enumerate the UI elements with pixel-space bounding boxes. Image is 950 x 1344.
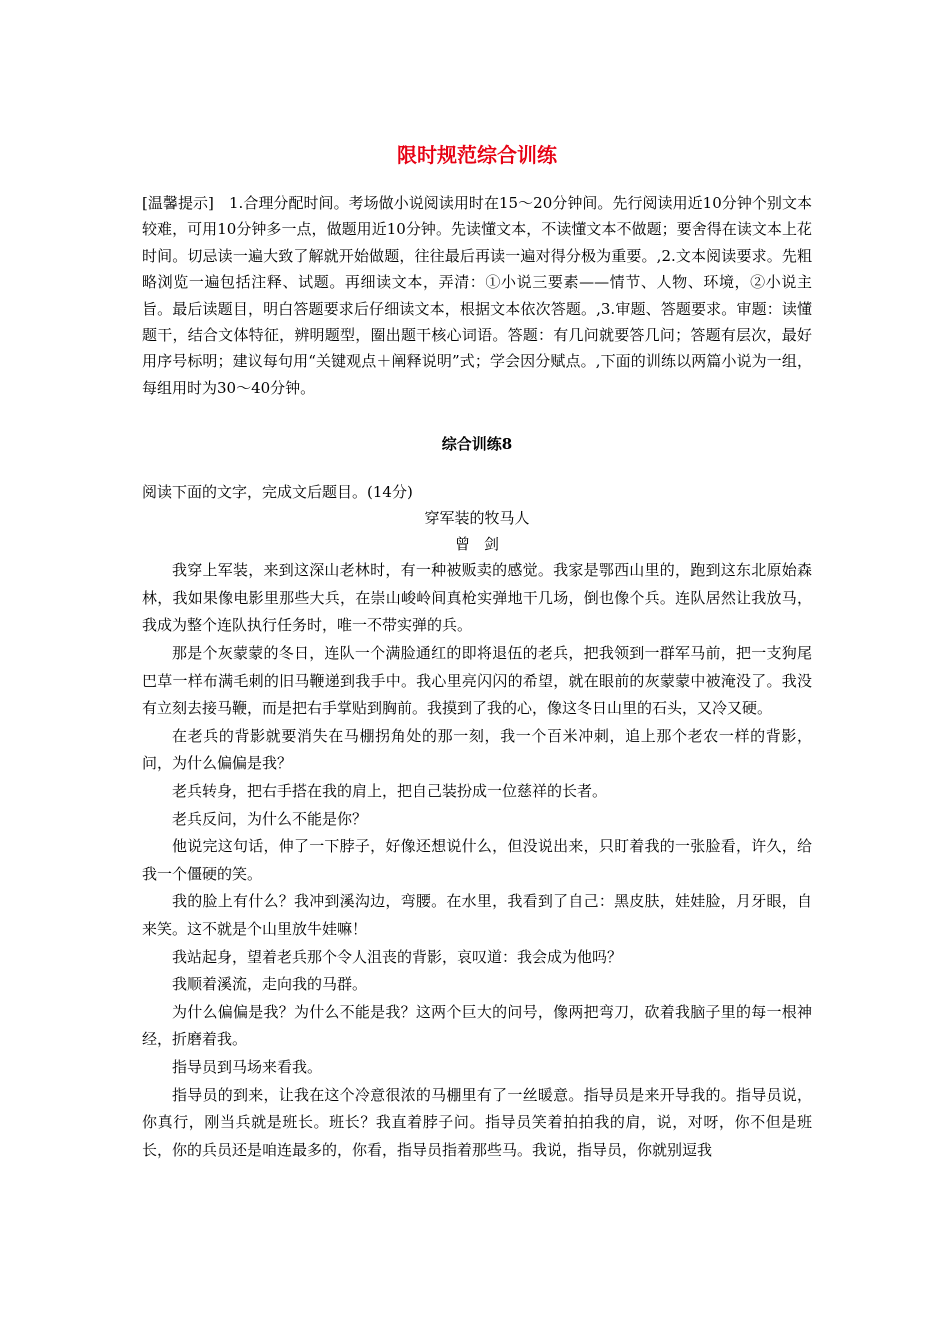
story-paragraph: 我站起身，望着老兵那个令人沮丧的背影，哀叹道：我会成为他吗？ (172, 947, 623, 966)
author-surname: 曾 (454, 535, 470, 554)
story-paragraph: 指导员到马场来看我。 (172, 1057, 323, 1076)
warm-tip: [温馨提示] 1.合理分配时间。考场做小说阅读用时在15～20分钟间。先行阅读用近10分钟个别文本较难，可用10分钟多一点，做题用近10分钟。先读懂文本，不读懂文本不做题；要舍得在读文本上花时间。切忌读一遍大致了解就开始做题，往往最后再读一遍对得分极为重要。,2.文本阅读要求。先粗略浏览一遍包括注释、试题。再细读文本，弄清：①小说三要素——情节、人物、环境，②小说主旨。最后读题目，明白答题要求后仔细读文本，根据文本依次答题。,3.审题、答题要求。审题：读懂题干，结合文体特征，辨明题型，圈出题干核心词语。答题：有几问就要答几问；答题有层次，最好用序号标明；建议每句用“关键观点＋阐释说明”式；学会因分赋点。,下面的训练以两篇小说为一组，每组用时为30～40分钟。 (142, 194, 812, 397)
author-name (142, 531, 812, 557)
story-paragraph: 那是个灰蒙蒙的冬日，连队一个满脸通红的即将退伍的老兵，把我领到一群军马前，把一支狗尾巴草一样布满毛刺的旧马鞭递到我手中。我心里亮闪闪的希望，就在眼前的灰蒙蒙中被淹没了。我没有立刻去接马鞭，而是把右手掌贴到胸前。我摸到了我的心，像这冬日山里的石头，又冷又硬。 (142, 644, 812, 718)
story-paragraph: 他说完这句话，伸了一下脖子，好像还想说什么，但没说出来，只盯着我的一张脸看，许久，给我一个僵硬的笑。 (142, 837, 812, 883)
story-paragraph: 我穿上军装，来到这深山老林时，有一种被贩卖的感觉。我家是鄂西山里的，跑到这东北原始森林，我如果像电影里那些大兵，在崇山峻岭间真枪实弹地干几场，倒也像个兵。连队居然让我放马，我成为整个连队执行任务时，唯一不带实弹的兵。 (142, 561, 812, 635)
story-paragraph: 老兵反问，为什么不能是你？ (172, 809, 368, 828)
story-body (142, 557, 812, 1164)
story-paragraph: 老兵转身，把右手搭在我的肩上，把自己装扮成一位慈祥的长者。 (172, 782, 608, 800)
story-paragraph: 我的脸上有什么？我冲到溪沟边，弯腰。在水里，我看到了自己：黑皮肤，娃娃脸，月牙眼，自来笑。这不就是个山里放牛娃嘛！ (142, 892, 812, 938)
document-title: 限时规范综合训练 (397, 143, 557, 167)
story-paragraph: 为什么偏偏是我？为什么不能是我？这两个巨大的问号，像两把弯刀，砍着我脑子里的每一根神经，折磨着我。 (142, 1002, 812, 1049)
story-paragraph: 在老兵的背影就要消失在马棚拐角处的那一刻，我一个百米冲刺，追上那个老农一样的背影，问，为什么偏偏是我？ (142, 726, 812, 773)
story-paragraph: 指导员的到来，让我在这个冷意很浓的马棚里有了一丝暖意。指导员是来开导我的。指导员说，你真行，刚当兵就是班长。班长？我直着脖子问。指导员笑着拍拍我的肩，说，对呀，你不但是班长，你的兵员还是咱连最多的，你看，指导员指着那些马。我说，指导员，你就别逗我 (142, 1085, 812, 1159)
author-given-name: 剑 (484, 535, 500, 554)
story-title: 穿军装的牧马人 (424, 509, 530, 528)
section-title: 综合训练8 (441, 435, 513, 454)
story-paragraph: 我顺着溪流，走向我的马群。 (172, 975, 368, 994)
instruction-text: 阅读下面的文字，完成文后题目。(14分) (142, 483, 413, 502)
document-page (142, 140, 812, 1164)
